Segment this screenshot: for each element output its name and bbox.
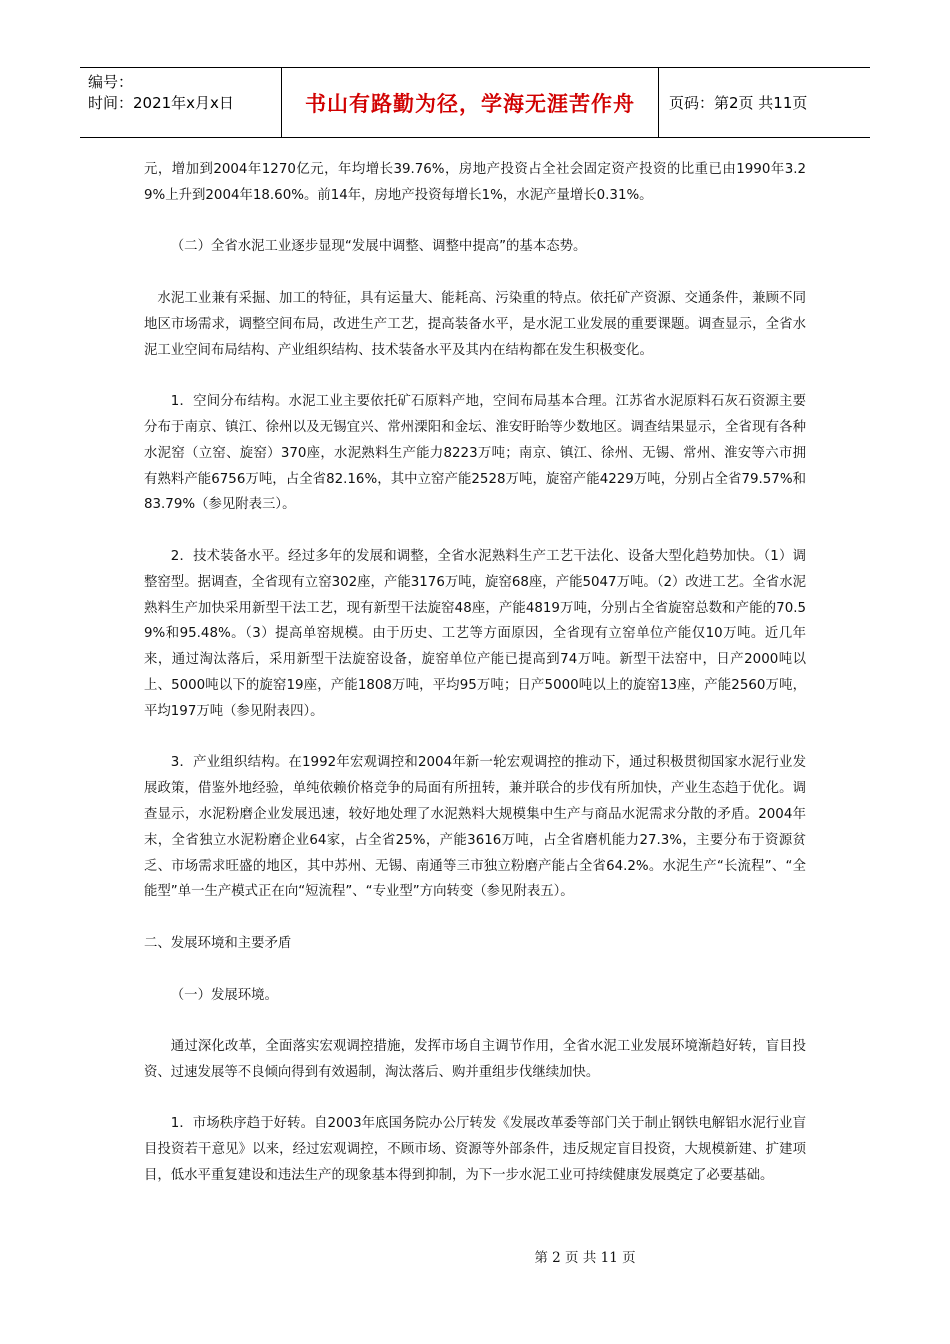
page-header bbox=[80, 67, 870, 138]
footer-page-number: 第 2 页 共 11 页 bbox=[534, 1250, 636, 1266]
document-number-label: 编号： bbox=[88, 73, 134, 91]
section-heading-trend: （二）全省水泥工业逐步显现“发展中调整、调整中提高”的基本态势。 bbox=[170, 239, 587, 255]
paragraph-industrial-organization: 3．产业组织结构。在1992年宏观调控和2004年新一轮宏观调控的推动下，通过积极贯彻国家水泥行业发展政策，借鉴外地经验，单纯依赖价格竞争的局面有所扭转，兼并联合的步伐有所加快，产业生态趋于优化。调查显示，水泥粉磨企业发展迅速，较好地处理了水泥熟料大规模集中生产与商品水泥需求分散的矛盾。2004年末，全省独立水泥粉磨企业64家，占全省25%，产能3616万吨，占全省磨机能力27.3%，主要分布于资源贫乏、市场需求旺盛的地区，其中苏州、无锡、南通等三市独立粉磨产能占全省64.2%。水泥生产“长流程”、“全能型”单一生产模式正在向“短流程”、“专业型”方向转变（参见附表五）。 bbox=[144, 755, 806, 900]
header-meta bbox=[80, 68, 282, 137]
paragraph-technical-equipment: 2．技术装备水平。经过多年的发展和调整，全省水泥熟料生产工艺干法化、设备大型化趋势加快。（1）调整窑型。据调查，全省现有立窑302座，产能3176万吨，旋窑68座，产能5047万吨。（2）改进工艺。全省水泥熟料生产加快采用新型干法工艺，现有新型干法旋窑48座，产能4819万吨，分别占全省旋窑总数和产能的70.59%和95.48%。（3）提高单窑规模。由于历史、工艺等方面原因，全省现有立窑单位产能仅10万吨。近几年来，通过淘汰落后，采用新型干法旋窑设备，旋窑单位产能已提高到74万吨。新型干法窑中，日产2000吨以上、5000吨以下的旋窑19座，产能1808万吨，平均95万吨；日产5000吨以上的旋窑13座，产能2560万吨，平均197万吨（参见附表四）。 bbox=[144, 548, 806, 719]
document-time-label: 时间：2021年x月x日 bbox=[88, 94, 234, 112]
section-heading-environment: 二、发展环境和主要矛盾 bbox=[144, 935, 292, 951]
document-body bbox=[144, 157, 806, 1215]
subsection-heading-environment: （一）发展环境。 bbox=[170, 987, 278, 1003]
paragraph-intro: 水泥工业兼有采掘、加工的特征，具有运量大、能耗高、污染重的特点。依托矿产资源、交通条件，兼顾不同地区市场需求，调整空间布局，改进生产工艺，提高装备水平，是水泥工业发展的重要课题。调查显示，全省水泥工业空间布局结构、产业组织结构、技术装备水平及其内在结构都在发生积极变化。 bbox=[144, 290, 806, 358]
header-page-info: 页码：第2页 共11页 bbox=[669, 94, 808, 112]
page-footer bbox=[0, 1246, 950, 1266]
header-motto: 书山有路勤为径，学海无涯苦作舟 bbox=[282, 68, 659, 137]
paragraph-continuation: 元，增加到2004年1270亿元，年均增长39.76%，房地产投资占全社会固定资产投资的比重已由1990年3.29%上升到2004年18.60%。前14年，房地产投资每增长1%，水泥产量增长0.31%。 bbox=[144, 162, 806, 203]
paragraph-market-order: 1．市场秩序趋于好转。自2003年底国务院办公厅转发《发展改革委等部门关于制止钢铁电解铝水泥行业盲目投资若干意见》以来，经过宏观调控，不顾市场、资源等外部条件，违反规定盲目投资，大规模新建、扩建项目，低水平重复建设和违法生产的现象基本得到抑制，为下一步水泥工业可持续健康发展奠定了必要基础。 bbox=[144, 1116, 806, 1184]
paragraph-spatial-distribution: 1．空间分布结构。水泥工业主要依托矿石原料产地，空间布局基本合理。江苏省水泥原料石灰石资源主要分布于南京、镇江、徐州以及无锡宜兴、常州溧阳和金坛、淮安盱眙等少数地区。调查结果显示，全省现有各种水泥窑（立窑、旋窑）370座，水泥熟料生产能力8223万吨；南京、镇江、徐州、无锡、常州、淮安等六市拥有熟料产能6756万吨，占全省82.16%，其中立窑产能2528万吨，旋窑产能4229万吨，分别占全省79.57%和83.79%（参见附表三）。 bbox=[144, 394, 806, 513]
paragraph-environment-summary: 通过深化改革，全面落实宏观调控措施，发挥市场自主调节作用，全省水泥工业发展环境渐趋好转，盲目投资、过速发展等不良倾向得到有效遏制，淘汰落后、购并重组步伐继续加快。 bbox=[144, 1039, 806, 1080]
